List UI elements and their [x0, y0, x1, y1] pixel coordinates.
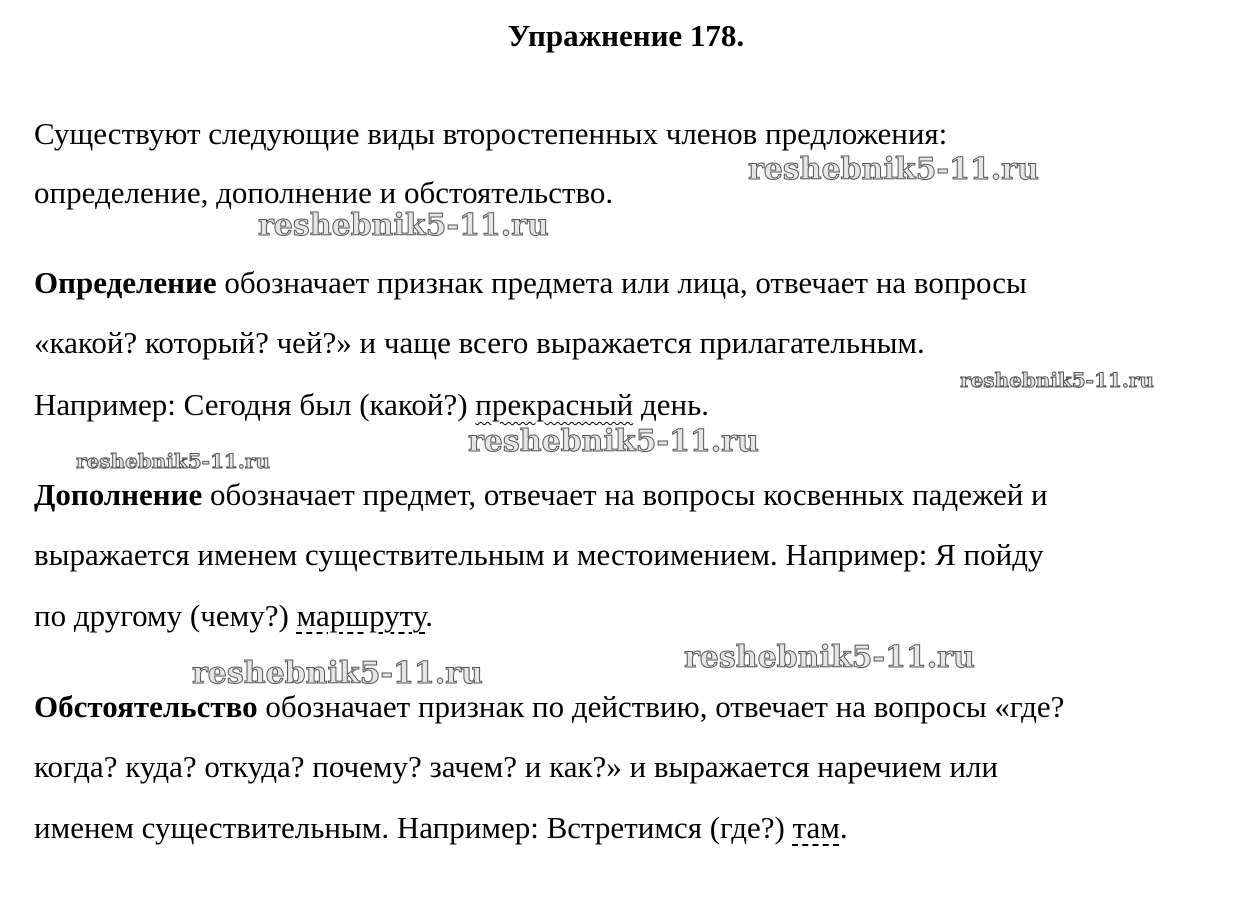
- exercise-title: Упражнение 178.: [507, 18, 745, 53]
- definition-line-1: [34, 263, 1027, 303]
- adverbial-line-1: [34, 687, 1064, 727]
- adverbial-example-text: именем существительным. Например: Встретимся (где?): [34, 810, 793, 845]
- adverbial-example: [34, 808, 848, 848]
- adverbial-line-2: когда? куда? откуда? почему? зачем? и как?» и выражается наречием или: [34, 749, 999, 784]
- object-example: [34, 596, 433, 636]
- definition-example-word: прекрасный: [475, 387, 634, 422]
- adverbial-line-1-text: обозначает признак по действию, отвечает на вопросы «где?: [257, 689, 1065, 724]
- definition-term: Определение: [34, 265, 217, 300]
- watermark: reshebnik5-11.ru: [258, 208, 549, 243]
- definition-line-1-text: обозначает признак предмета или лица, отвечает на вопросы: [216, 265, 1027, 300]
- watermark: reshebnik5-11.ru: [960, 368, 1154, 392]
- intro-line-1: Существуют следующие виды второстепенных членов предложения:: [34, 116, 948, 151]
- watermark: reshebnik5-11.ru: [684, 640, 975, 675]
- object-line-2: выражается именем существительным и местоимением. Например: Я пойду: [34, 537, 1044, 572]
- adverbial-example-end: .: [839, 810, 848, 845]
- object-example-word: маршруту: [296, 598, 426, 633]
- definition-example-text: Например: Сегодня был (какой?): [34, 387, 476, 422]
- definition-example-end: день.: [633, 387, 709, 422]
- definition-line-2: «какой? который? чей?» и чаще всего выражается прилагательным.: [34, 325, 925, 360]
- object-line-1-text: обозначает предмет, отвечает на вопросы косвенных падежей и: [202, 477, 1048, 512]
- adverbial-example-word: там: [792, 810, 840, 845]
- object-example-end: .: [425, 598, 433, 633]
- adverbial-term: Обстоятельство: [34, 689, 258, 724]
- watermark: reshebnik5-11.ru: [192, 656, 483, 691]
- object-term: Дополнение: [34, 477, 203, 512]
- intro-line-2: определение, дополнение и обстоятельство.: [34, 175, 614, 210]
- object-example-text: по другому (чему?): [34, 598, 297, 633]
- definition-example: [34, 385, 709, 425]
- watermark: reshebnik5-11.ru: [76, 449, 270, 473]
- object-line-1: [34, 475, 1048, 515]
- watermark: reshebnik5-11.ru: [468, 424, 759, 459]
- watermark: reshebnik5-11.ru: [748, 152, 1039, 187]
